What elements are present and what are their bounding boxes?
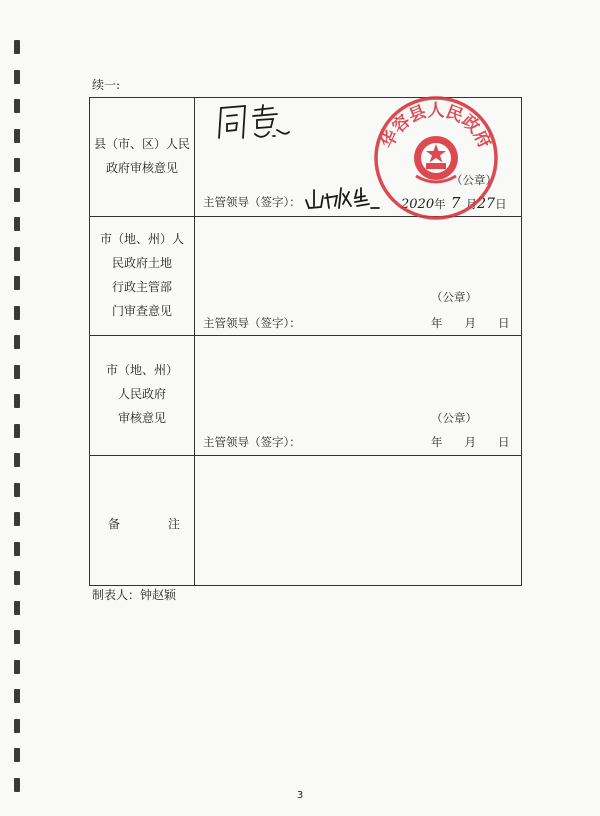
binding-hole (14, 601, 20, 615)
remark-label-left: 备 (108, 517, 121, 531)
binding-hole (14, 542, 20, 556)
date-month-unit: 月 (464, 316, 476, 330)
seal-note: （公章） (431, 290, 477, 304)
label-line: 行政主管部 (111, 280, 172, 294)
seal-note: （公章） (431, 411, 477, 425)
label-cell-city-gov (90, 336, 195, 456)
handwritten-opinion-signature (215, 102, 295, 142)
date-field (431, 434, 510, 450)
binding-hole (14, 99, 20, 113)
binding-hole (14, 630, 20, 644)
binding-hole (14, 129, 20, 143)
date-day-handwritten: 27 (477, 196, 495, 212)
date-year-unit: 年 (434, 197, 446, 211)
binding-hole (14, 158, 20, 172)
binding-hole (14, 571, 20, 585)
opinion-cell-land-dept (195, 217, 522, 336)
date-day-unit: 日 (498, 435, 510, 449)
seal-note: （公章） (451, 173, 497, 187)
date-month-handwritten: 7 (450, 194, 461, 212)
binding-hole (14, 660, 20, 674)
remark-label-right: 注 (168, 517, 181, 531)
label-cell-remarks (90, 456, 195, 586)
date-year-unit: 年 (431, 316, 443, 330)
binding-hole (14, 719, 20, 733)
binding-hole (14, 306, 20, 320)
official-seal-stamp (366, 84, 506, 224)
label-line: 门审查意见 (111, 304, 172, 318)
date-year-handwritten: 2020 (401, 197, 435, 212)
binding-hole (14, 276, 20, 290)
label-line: 政府审核意见 (105, 161, 178, 175)
binding-marks (14, 40, 22, 810)
opinion-cell-city-gov (195, 336, 522, 456)
binding-hole (14, 40, 20, 54)
label-cell-land-dept (90, 217, 195, 336)
preparer-label: 制表人：钟赵颖 (92, 588, 177, 602)
label-line: 人民政府 (117, 387, 166, 401)
form-row-remarks (90, 456, 522, 586)
remarks-content-cell (195, 456, 522, 586)
label-line: 民政府土地 (111, 256, 172, 270)
date-month-unit: 月 (465, 197, 478, 211)
binding-hole (14, 424, 20, 438)
binding-hole (14, 748, 20, 762)
label-cell-county (90, 98, 195, 217)
label-line: 县（市、区）人民 (93, 137, 190, 151)
continued-label: 续一: (92, 78, 121, 92)
form-row-city-gov (90, 336, 522, 456)
binding-hole (14, 335, 20, 349)
binding-hole (14, 483, 20, 497)
binding-hole (14, 365, 20, 379)
seal-text: 华容县人民政府 (377, 101, 495, 152)
binding-hole (14, 453, 20, 467)
leader-label: 主管领导（签字）： (203, 195, 301, 209)
binding-hole (14, 188, 20, 202)
label-line: 市（地、州）人 (99, 232, 184, 246)
binding-hole (14, 247, 20, 261)
date-day-unit: 日 (495, 197, 507, 211)
leader-label: 主管领导（签字）： (203, 435, 301, 449)
binding-hole (14, 394, 20, 408)
binding-hole (14, 70, 20, 84)
label-line: 审核意见 (117, 411, 166, 425)
date-day-unit: 日 (498, 316, 510, 330)
date-field (431, 315, 510, 331)
page-number: 3 (296, 790, 304, 801)
date-month-unit: 月 (464, 435, 476, 449)
leader-label: 主管领导（签字）： (203, 316, 301, 330)
binding-hole (14, 689, 20, 703)
form-row-land-dept (90, 217, 522, 336)
date-year-unit: 年 (431, 435, 443, 449)
binding-hole (14, 217, 20, 231)
label-line: 市（地、州） (105, 363, 178, 377)
binding-hole (14, 512, 20, 526)
